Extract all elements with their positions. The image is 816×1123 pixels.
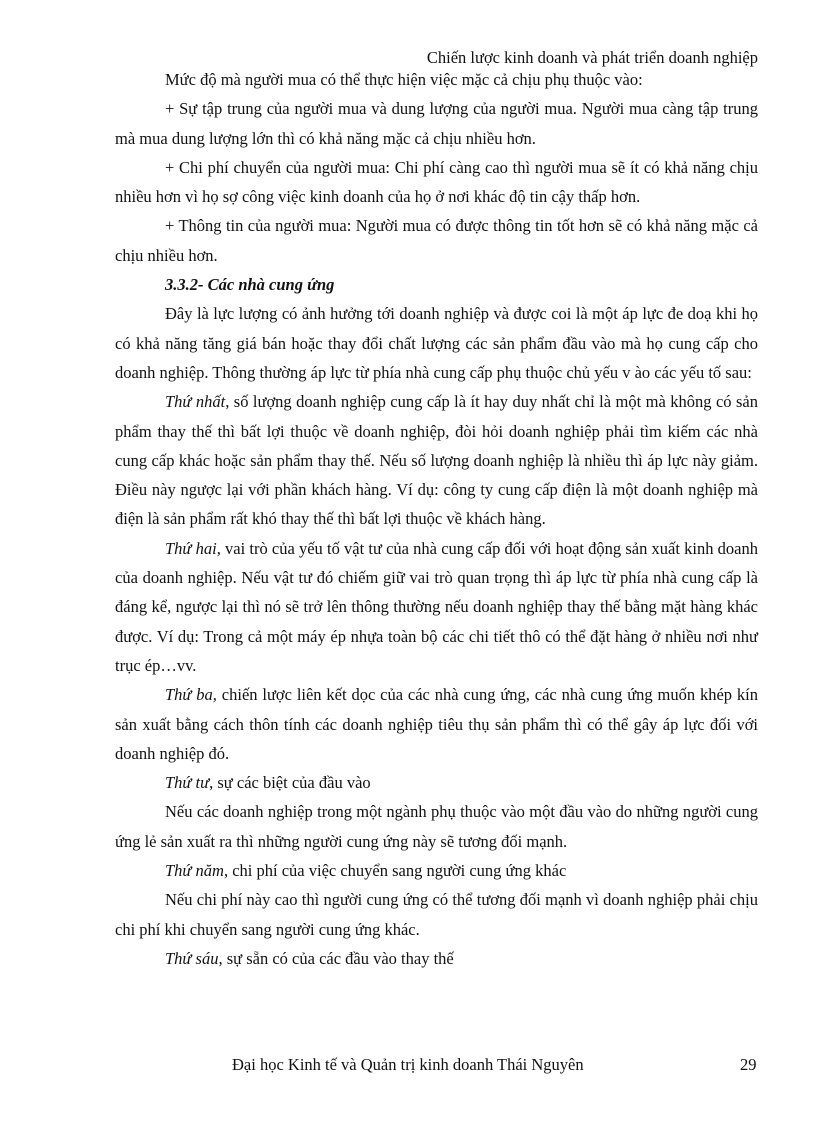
paragraph-text: , sự các biệt của đầu vào	[209, 773, 371, 793]
paragraph	[115, 387, 758, 533]
paragraph-lead: Thứ hai	[165, 538, 217, 558]
paragraph: + Chi phí chuyển của người mua: Chi phí càng cao thì người mua sẽ ít có khả năng chịu nhiều hơn vì họ sợ công việc kinh doanh của họ ở nơi khác độ tin cậy thấp hơn.	[115, 157, 758, 207]
paragraph	[115, 534, 758, 680]
paragraph-lead: Thứ sáu	[165, 948, 219, 968]
paragraph-lead: Thứ ba	[165, 685, 213, 705]
paragraph: Nếu các doanh nghiệp trong một ngành phụ thuộc vào một đầu vào do những người cung ứng lẻ sản xuất ra thì những người cung ứng này sẽ tương đối mạnh.	[115, 802, 758, 851]
section-heading: 3.3.2- Các nhà cung ứng	[165, 275, 335, 295]
paragraph-text: , sự sẵn có của các đầu vào thay thế	[218, 948, 454, 968]
document-body	[115, 65, 758, 973]
page-header: Chiến lược kinh doanh và phát triển doanh nghiệp	[426, 48, 758, 67]
paragraph: Nếu chi phí này cao thì người cung ứng có thể tương đối mạnh vì doanh nghiệp phải chịu chi phí khi chuyển sang người cung ứng khác.	[115, 890, 758, 939]
paragraph-text: , số lượng doanh nghiệp cung cấp là ít hay duy nhất chỉ là một mà không có sản phẩm thay thế thì bất lợi thuộc về doanh nghiệp, đòi hỏi doanh nghiệp phải tìm kiếm các nhà cung cấp khác hoặc sản phẩm thay thế. Nếu số lượng doanh nghiệp là nhiều thì áp lực này giảm. Điều này ngược lại với phần khách hàng. Ví dụ: công ty cung cấp điện là một doanh nghiệp mà điện là sản phẩm rất khó thay thế thì bất lợi thuộc về khách hàng.	[115, 392, 758, 529]
paragraph-text: , chiến lược liên kết dọc của các nhà cung ứng, các nhà cung ứng muốn khép kín sản xuất bằng cách thôn tính các doanh nghiệp tiêu thụ sản phẩm thì có thể gây áp lực đối với doanh nghiệp đó.	[115, 685, 758, 763]
paragraph	[115, 856, 758, 885]
paragraph-lead: Thứ tư	[165, 773, 210, 793]
paragraph-text: , vai trò của yếu tố vật tư của nhà cung cấp đối với hoạt động sản xuất kinh doanh của doanh nghiệp. Nếu vật tư đó chiếm giữ vai trò quan trọng thì áp lực từ phía nhà cung cấp là đáng kể, ngược lại thì nó sẽ trở lên thông thường nếu doanh nghiệp thay thế bằng mặt hàng khác được. Ví dụ: Trong cả một máy ép nhựa toàn bộ các chi tiết thô có thể đặt hàng ở nhiều nơi như trục ép…vv.	[115, 538, 758, 675]
page-footer: Đại học Kinh tế và Quản trị kinh doanh Thái Nguyên	[232, 1055, 584, 1074]
paragraph: + Thông tin của người mua: Người mua có được thông tin tốt hơn sẽ có khả năng mặc cả chịu nhiều hơn.	[115, 216, 758, 265]
paragraph: Đây là lực lượng có ảnh hưởng tới doanh nghiệp và được coi là một áp lực đe doạ khi họ có khả năng tăng giá bán hoặc thay đổi chất lượng các sản phẩm đầu vào mà họ cung cấp cho doanh nghiệp. Thông thường áp lực từ phía nhà cung cấp phụ thuộc chủ yếu v ào các yếu tố sau:	[115, 304, 758, 382]
paragraph: Mức độ mà người mua có thể thực hiện việc mặc cả chịu phụ thuộc vào:	[165, 70, 643, 89]
paragraph-lead: Thứ năm	[165, 861, 224, 881]
page-number: 29	[740, 1055, 757, 1074]
paragraph	[115, 768, 758, 797]
paragraph-text: , chi phí của việc chuyển sang người cung ứng khác	[223, 861, 567, 881]
paragraph	[115, 944, 758, 973]
paragraph-lead: Thứ nhất	[165, 392, 226, 412]
paragraph: + Sự tập trung của người mua và dung lượng của người mua. Người mua càng tập trung mà mua dung lượng lớn thì có khả năng mặc cả chịu nhiều hơn.	[115, 99, 758, 148]
paragraph	[115, 680, 758, 768]
